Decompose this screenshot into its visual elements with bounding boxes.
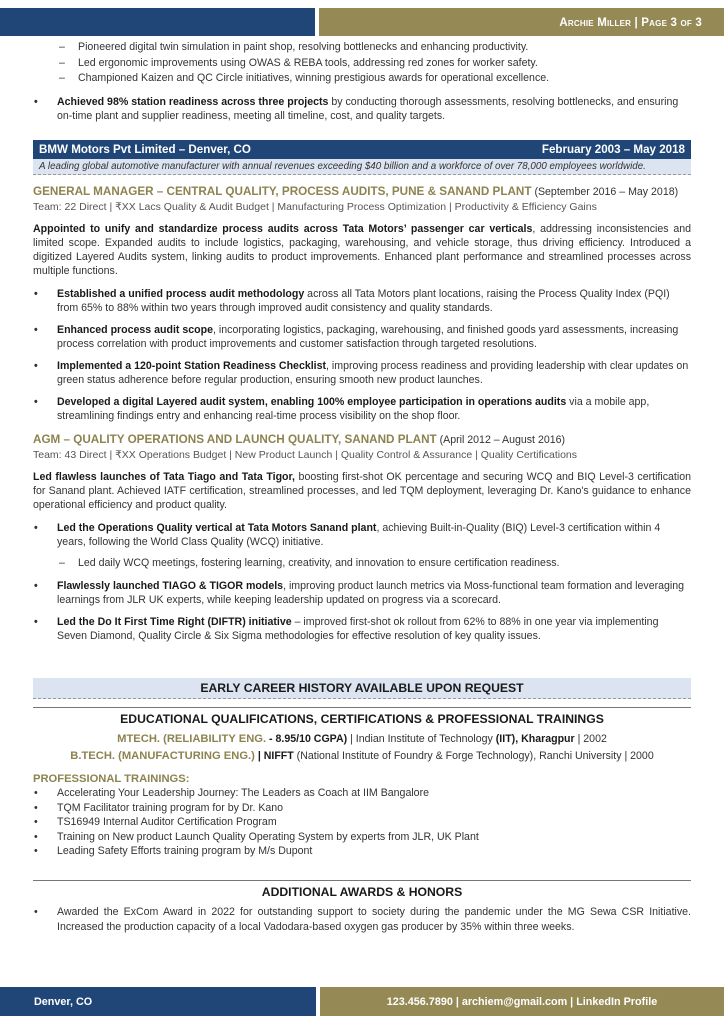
achievement-bullet: • Led the Do It First Time Right (DIFTR) initiative – improved first-shot ok rollout from 62% to 88% in one year via implementing Seven Diamond, Quality Circle & Six Sigma methodologies for effective resolution of key quality issues. (34, 616, 659, 642)
early-career-banner: EARLY CAREER HISTORY AVAILABLE UPON REQUEST (33, 678, 691, 699)
prior-role-tail (33, 40, 691, 131)
dash-icon: – (59, 72, 65, 84)
training-item: • Accelerating Your Leadership Journey: The Leaders as Coach at IIM Bangalore (34, 787, 429, 799)
company-section (33, 140, 691, 651)
early-career-section (33, 678, 691, 699)
bullet-icon: • (34, 96, 38, 108)
trainings-heading: PROFESSIONAL TRAININGS: (33, 773, 190, 785)
role-summary: Appointed to unify and standardize process audits across Tata Motors’ passenger car verticals, addressing inconsistencies and limited scope. Expanded audits to include logistics, packaging, warehousing, and vehicle storage, thus driving efficiency. Introduced a digitized Layered Audits system, linking audits to product improvements. Enhanced plant performance and streamlined processes across multiple functions. (33, 223, 691, 277)
dash-icon: – (59, 56, 65, 69)
bullet-icon: • (34, 801, 38, 814)
achievement-bullet: • Established a unified process audit methodology across all Tata Motors plant locations, raising the Process Quality Index (PQI) from 65% to 88% within two years through improved audit consistency and quality standards. (34, 288, 670, 314)
role-team-line: Team: 43 Direct | ₹XX Operations Budget | New Product Launch | Quality Control & Assurance | Quality Certifications (33, 449, 578, 461)
degree-line: MTECH. (RELIABILITY ENG. - 8.95/10 CGPA) | Indian Institute of Technology (IIT), Kharagpur | 2002 (117, 733, 607, 745)
bullet-icon: • (34, 830, 38, 843)
role-team-line: Team: 22 Direct | ₹XX Lacs Quality & Audit Budget | Manufacturing Process Optimization | Productivity & Efficiency Gains (33, 201, 597, 213)
achievement-bullet: • Achieved 98% station readiness across three projects by conducting thorough assessments, resolving bottlenecks, and ensuring on-time plant and supplier readiness, meeting all timeline, cost, and quality targets. (34, 96, 679, 122)
role-dates: (September 2016 – May 2018) (531, 186, 679, 198)
sub-bullet: – Led ergonomic improvements using OWAS & REBA tools, addressing red zones for worker safety. (59, 56, 538, 69)
bullet-icon: • (34, 787, 38, 799)
company-name: BMW Motors Pvt Limited – Denver, CO (39, 143, 251, 156)
footer-band-right (320, 987, 724, 1016)
role-summary: Led flawless launches of Tata Tiago and Tata Tigor, boosting first-shot OK percentage and securing WCQ and BIQ Level-3 certification for Sanand plant. Achieved IATF certification, streamlined processes, and led TQM deployment, leveraging Dr. Kano's guidance to enhance operational efficiency and product quality. (33, 471, 692, 511)
bullet-icon: • (34, 845, 38, 857)
training-item: • TS16949 Internal Auditor Certification Program (34, 816, 277, 828)
education-section (33, 707, 691, 859)
training-item: • TQM Facilitator training program for by Dr. Kano (34, 801, 284, 814)
role-dates: (April 2012 – August 2016) (436, 434, 566, 446)
footer-location: Denver, CO (34, 996, 93, 1008)
header-band-left (0, 8, 315, 36)
footer-band-left (0, 987, 316, 1016)
section-divider (33, 707, 691, 708)
training-item: • Training on New product Launch Quality Operating System by experts from JLR, UK Plant (34, 830, 479, 843)
bullet-icon: • (34, 288, 38, 300)
dash-icon: – (59, 41, 65, 53)
role-title: GENERAL MANAGER – CENTRAL QUALITY, PROCESS AUDITS, PUNE & SANAND PLANT (September 2016 – May 2018) (33, 185, 679, 198)
degree-line: B.TECH. (MANUFACTURING ENG.) | NIFFT (National Institute of Foundry & Forge Technology), Ranchi University | 2000 (70, 750, 654, 762)
dash-icon: – (59, 557, 65, 569)
bullet-icon: • (34, 906, 38, 918)
bullet-icon: • (34, 324, 38, 336)
header-band-right (319, 8, 724, 36)
sub-bullet: – Led daily WCQ meetings, fostering learning, creativity, and innovation to ensure certification readiness. (59, 557, 560, 569)
education-title: EDUCATIONAL QUALIFICATIONS, CERTIFICATIONS & PROFESSIONAL TRAININGS (120, 712, 604, 726)
bullet-icon: • (34, 396, 38, 408)
bullet-icon: • (34, 522, 38, 534)
bullet-icon: • (34, 360, 38, 372)
section-divider (33, 880, 691, 881)
award-item: • Awarded the ExCom Award in 2022 for outstanding support to society during the pandemic under the MG Sewa CSR Initiative. Increased the production capacity of a local Vadodara-based oxygen gas producer by 35% within three weeks. (34, 906, 691, 933)
footer-contact[interactable]: 123.456.7890 | archiem@gmail.com | LinkedIn Profile (386, 996, 658, 1008)
company-bar (33, 140, 691, 159)
awards-section (33, 880, 691, 934)
bullet-icon: • (34, 580, 38, 592)
bullet-icon: • (34, 816, 38, 828)
training-item: • Leading Safety Efforts training program by M/s Dupont (34, 845, 313, 857)
bullet-icon: • (34, 616, 38, 628)
achievement-bullet: • Developed a digital Layered audit system, enabling 100% employee participation in operations audits via a mobile app, streamlining findings entry and enhancing real-time process visibility on the shop floor. (34, 396, 650, 422)
awards-title: ADDITIONAL AWARDS & HONORS (261, 885, 463, 899)
achievement-bullet: • Led the Operations Quality vertical at Tata Motors Sanand plant, achieving Built-in-Quality (BIQ) Level-3 certification within 4 years, following the World Class Quality (WCQ) initiative. (34, 522, 661, 548)
company-description: A leading global automotive manufacturer with annual revenues exceeding $40 billion and a workforce of over 78,000 employees worldwide. (33, 159, 691, 175)
achievement-bullet: • Flawlessly launched TIAGO & TIGOR models, improving product launch metrics via Moss-functional team formation and leveraging learnings from JLR UK experts, while keeping leadership updated on progress via a scorecard. (34, 580, 685, 606)
company-dates: February 2003 – May 2018 (541, 143, 685, 156)
achievement-bullet: • Enhanced process audit scope, incorporating logistics, packaging, warehousing, and finished goods yard assessments, increasing process correlation with product improvements and customer satisfaction through targeted resolutions. (34, 324, 679, 350)
sub-bullet: – Championed Kaizen and QC Circle initiatives, winning prestigious awards for operational excellence. (59, 72, 550, 84)
role-title: AGM – QUALITY OPERATIONS AND LAUNCH QUALITY, SANAND PLANT (April 2012 – August 2016) (33, 433, 566, 446)
achievement-bullet: • Implemented a 120-point Station Readiness Checklist, improving process readiness and providing leadership with clear updates on green status adherence before regular production, ensuring smooth new product launches. (34, 360, 689, 386)
sub-bullet: – Pioneered digital twin simulation in paint shop, resolving bottlenecks and enhancing productivity. (59, 41, 529, 53)
header-name-page: Archie Miller | Page 3 of 3 (559, 17, 702, 29)
